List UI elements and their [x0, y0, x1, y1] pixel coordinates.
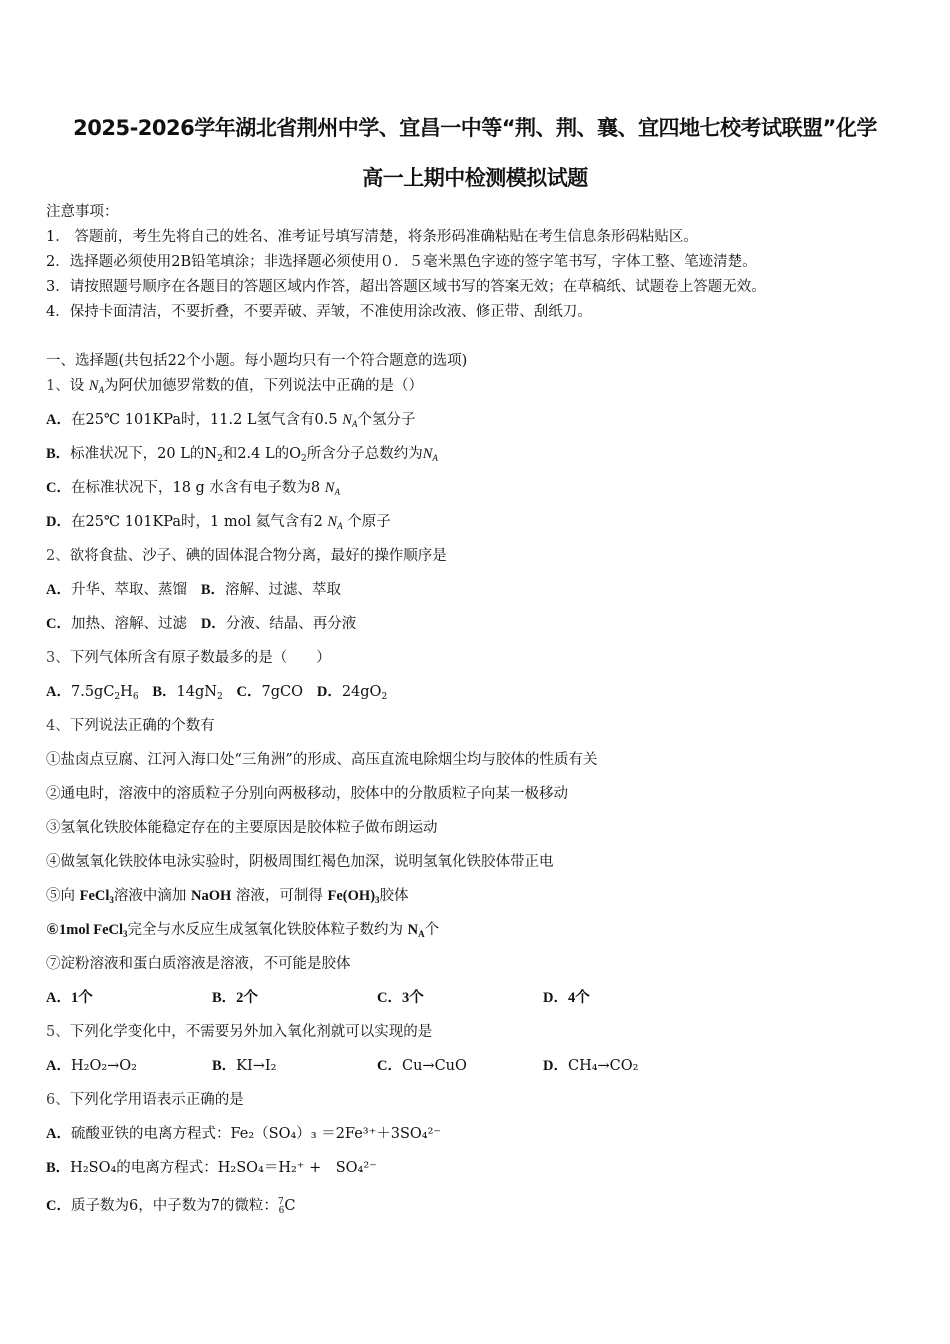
formula: FeCl — [79, 888, 110, 904]
question-number: 5、 — [46, 1024, 70, 1040]
option-text: 1个 — [70, 990, 93, 1006]
option-label: D． — [200, 616, 226, 632]
stem-text: 下列化学用语表示正确的是 — [69, 1092, 244, 1108]
formula: N — [407, 922, 419, 938]
question-3-options — [46, 683, 387, 706]
statement-text: 溶液，可制得 — [231, 888, 328, 904]
option-text: H₂SO₄的电离方程式：H₂SO₄＝H₂⁺ + SO₄²⁻ — [70, 1160, 377, 1176]
subscript: 2 — [381, 692, 388, 702]
option-b — [212, 989, 258, 1007]
question-4-stem — [46, 717, 215, 735]
option-a-text: H — [120, 684, 133, 700]
question-6-option-a — [46, 1125, 441, 1143]
atomic-number: 6 — [278, 1206, 285, 1216]
option-label: B． — [46, 1160, 71, 1176]
option-b-text: 14gN — [176, 684, 217, 700]
option-a-text: 7.5gC — [70, 684, 115, 700]
option-text: KI→I₂ — [236, 1058, 277, 1074]
question-number: 1、 — [46, 378, 70, 394]
option-text: 3个 — [401, 990, 424, 1006]
section-heading: 一、选择题(共包括22个小题。每小题均只有一个符合题意的选项) — [46, 353, 468, 369]
question-6-option-b — [46, 1159, 377, 1177]
question-number: 6、 — [46, 1092, 70, 1108]
question-4-statement-3: ③氢氧化铁胶体能稳定存在的主要原因是胶体粒子做布朗运动 — [46, 820, 438, 836]
option-label: C． — [46, 616, 71, 632]
option-text: Cu→CuO — [401, 1058, 467, 1074]
subscript: A — [418, 929, 425, 939]
option-label: A． — [46, 990, 71, 1006]
option-label: D． — [46, 514, 71, 530]
option-text: 和2.4 L的O — [222, 446, 301, 462]
element-symbol: C — [284, 1198, 296, 1214]
question-1-option-c — [46, 479, 340, 501]
question-4-statement-1: ①盐卤点豆腐、江河入海口处“三角洲”的形成、高压直流电除烟尘均与胶体的性质有关 — [46, 752, 598, 768]
formula: NaOH — [191, 888, 232, 904]
option-d-text: 分液、结晶、再分液 — [225, 616, 357, 632]
question-1-option-b — [46, 445, 438, 468]
option-text: 4个 — [567, 990, 590, 1006]
option-label: A． — [46, 1058, 71, 1074]
subscript: A — [98, 385, 105, 395]
question-number: 4、 — [46, 718, 70, 734]
question-4-statement-6 — [46, 921, 439, 943]
avogadro-symbol: N — [422, 446, 433, 462]
notice-item-2: 2．选择题必须使用2B铅笔填涂；非选择题必须使用０．５毫米黑色字迹的签字笔书写，字体工整、笔迹清楚。 — [46, 254, 757, 270]
avogadro-symbol: N — [88, 378, 99, 394]
statement-text: 完全与水反应生成氢氧化铁胶体粒子数约为 — [127, 922, 408, 938]
option-c — [377, 1057, 467, 1075]
option-label: C． — [46, 480, 71, 496]
question-2-options-row1 — [46, 581, 341, 599]
statement-text: ⑤向 — [46, 888, 80, 904]
option-text: 在标准状况下，18 g 水含有电子数为8 — [70, 480, 325, 496]
option-label: C． — [377, 1058, 402, 1074]
question-5-stem — [46, 1023, 432, 1041]
option-d — [543, 989, 590, 1007]
option-label: B． — [46, 446, 71, 462]
question-4-statement-5 — [46, 887, 409, 909]
subscript: 2 — [300, 454, 307, 464]
option-label: D． — [543, 1058, 568, 1074]
subscript: 3 — [375, 895, 380, 905]
subscript: A — [334, 487, 340, 497]
option-text: 所含分子总数约为 — [306, 446, 423, 462]
statement-text: ⑥ — [46, 922, 59, 938]
option-label: D． — [543, 990, 568, 1006]
option-label: B． — [212, 1058, 237, 1074]
formula: 1mol FeCl — [59, 922, 124, 938]
option-label: B． — [200, 582, 225, 598]
option-label: D． — [316, 684, 342, 700]
subscript: 3 — [109, 895, 114, 905]
option-text: CH₄→CO₂ — [567, 1058, 639, 1074]
subscript: 6 — [132, 692, 139, 702]
option-text: 在25℃ 101KPa时，11.2 L氢气含有0.5 — [70, 412, 343, 428]
option-text: 个氢分子 — [357, 412, 416, 428]
option-c-text: 7gCO — [261, 684, 304, 700]
stem-text: 设 — [69, 378, 89, 394]
option-label: A． — [46, 684, 71, 700]
question-6-stem — [46, 1091, 244, 1109]
statement-text: 胶体 — [379, 888, 409, 904]
stem-text: 下列说法正确的个数有 — [69, 718, 215, 734]
option-label: A． — [46, 412, 71, 428]
subscript: A — [432, 453, 438, 463]
stem-text: 欲将食盐、沙子、碘的固体混合物分离，最好的操作顺序是 — [69, 548, 447, 564]
statement-text: 个 — [424, 922, 440, 938]
option-text: 硫酸亚铁的电离方程式：Fe₂（SO₄）₃ ＝2Fe³⁺＋3SO₄²⁻ — [70, 1126, 442, 1142]
option-a — [46, 1057, 137, 1075]
notice-item-4: 4．保持卡面清洁，不要折叠，不要弄破、弄皱，不准使用涂改液、修正带、刮纸刀。 — [46, 304, 592, 320]
stem-text: 下列化学变化中，不需要另外加入氧化剂就可以实现的是 — [69, 1024, 433, 1040]
avogadro-symbol: N — [342, 412, 352, 428]
avogadro-symbol: N — [324, 480, 335, 496]
option-a — [46, 989, 93, 1007]
notice-item-3: 3．请按照题号顺序在各题目的答题区域内作答，超出答题区域书写的答案无效；在草稿纸、试题卷上答题无效。 — [46, 279, 766, 295]
page-title: 2025-2026学年湖北省荆州中学、宜昌一中等“荆、荆、襄、宜四地七校考试联盟”化学 — [73, 116, 877, 140]
option-text: H₂O₂→O₂ — [70, 1058, 137, 1074]
option-label: C． — [46, 1198, 71, 1214]
statement-text: 溶液中滴加 — [113, 888, 192, 904]
question-4-statement-2: ②通电时，溶液中的溶质粒子分别向两极移动，胶体中的分散质粒子向某一极移动 — [46, 786, 568, 802]
option-d-text: 24gO — [341, 684, 382, 700]
question-2-stem — [46, 547, 447, 565]
subscript: 3 — [123, 929, 128, 939]
subscript: 2 — [114, 692, 121, 702]
option-label: B． — [152, 684, 177, 700]
option-text: 2个 — [236, 990, 258, 1006]
option-text: 个原子 — [342, 514, 391, 530]
question-2-options-row2 — [46, 615, 356, 633]
option-d — [543, 1057, 638, 1075]
option-label: B． — [212, 990, 237, 1006]
subscript: 2 — [216, 692, 223, 702]
stem-text: 下列气体所含有原子数最多的是（ ） — [69, 650, 331, 666]
option-label: A． — [46, 1126, 71, 1142]
page-subtitle: 高一上期中检测模拟试题 — [362, 166, 588, 190]
notice-item-1: 1． 答题前，考生先将自己的姓名、准考证号填写清楚，将条形码准确粘贴在考生信息条形码粘贴区。 — [46, 229, 698, 245]
question-1-option-d — [46, 513, 391, 535]
option-c — [377, 989, 424, 1007]
subscript: A — [351, 419, 358, 429]
option-b — [212, 1057, 276, 1075]
option-text: 标准状况下，20 L的N — [70, 446, 218, 462]
stem-text: 为阿伏加德罗常数的值，下列说法中正确的是（） — [104, 378, 424, 394]
question-1-stem — [46, 377, 423, 399]
option-label: C． — [377, 990, 402, 1006]
option-a-text: 升华、萃取、蒸馏 — [70, 582, 187, 598]
option-c-text: 加热、溶解、过滤 — [70, 616, 187, 632]
avogadro-symbol: N — [327, 514, 338, 530]
option-label: A． — [46, 582, 71, 598]
question-4-statement-4: ④做氢氧化铁胶体电泳实验时，阴极周围红褐色加深，说明氢氧化铁胶体带正电 — [46, 854, 554, 870]
question-number: 3、 — [46, 650, 70, 666]
option-b-text: 溶解、过滤、萃取 — [224, 582, 341, 598]
option-text: 在25℃ 101KPa时，1 mol 氦气含有2 — [70, 514, 328, 530]
question-1-option-a — [46, 411, 415, 433]
question-4-statement-7: ⑦淀粉溶液和蛋白质溶液是溶液，不可能是胶体 — [46, 956, 351, 972]
question-6-option-c — [46, 1193, 296, 1220]
subscript: 2 — [217, 454, 223, 464]
subscript: A — [337, 521, 343, 531]
formula: Fe(OH) — [327, 888, 376, 904]
notice-heading: 注意事项： — [46, 204, 119, 220]
mass-number: 7 — [277, 1197, 284, 1207]
option-label: C． — [236, 684, 262, 700]
question-3-stem — [46, 649, 331, 667]
question-number: 2、 — [46, 548, 70, 564]
option-text: 质子数为6，中子数为7的微粒： — [70, 1198, 278, 1214]
